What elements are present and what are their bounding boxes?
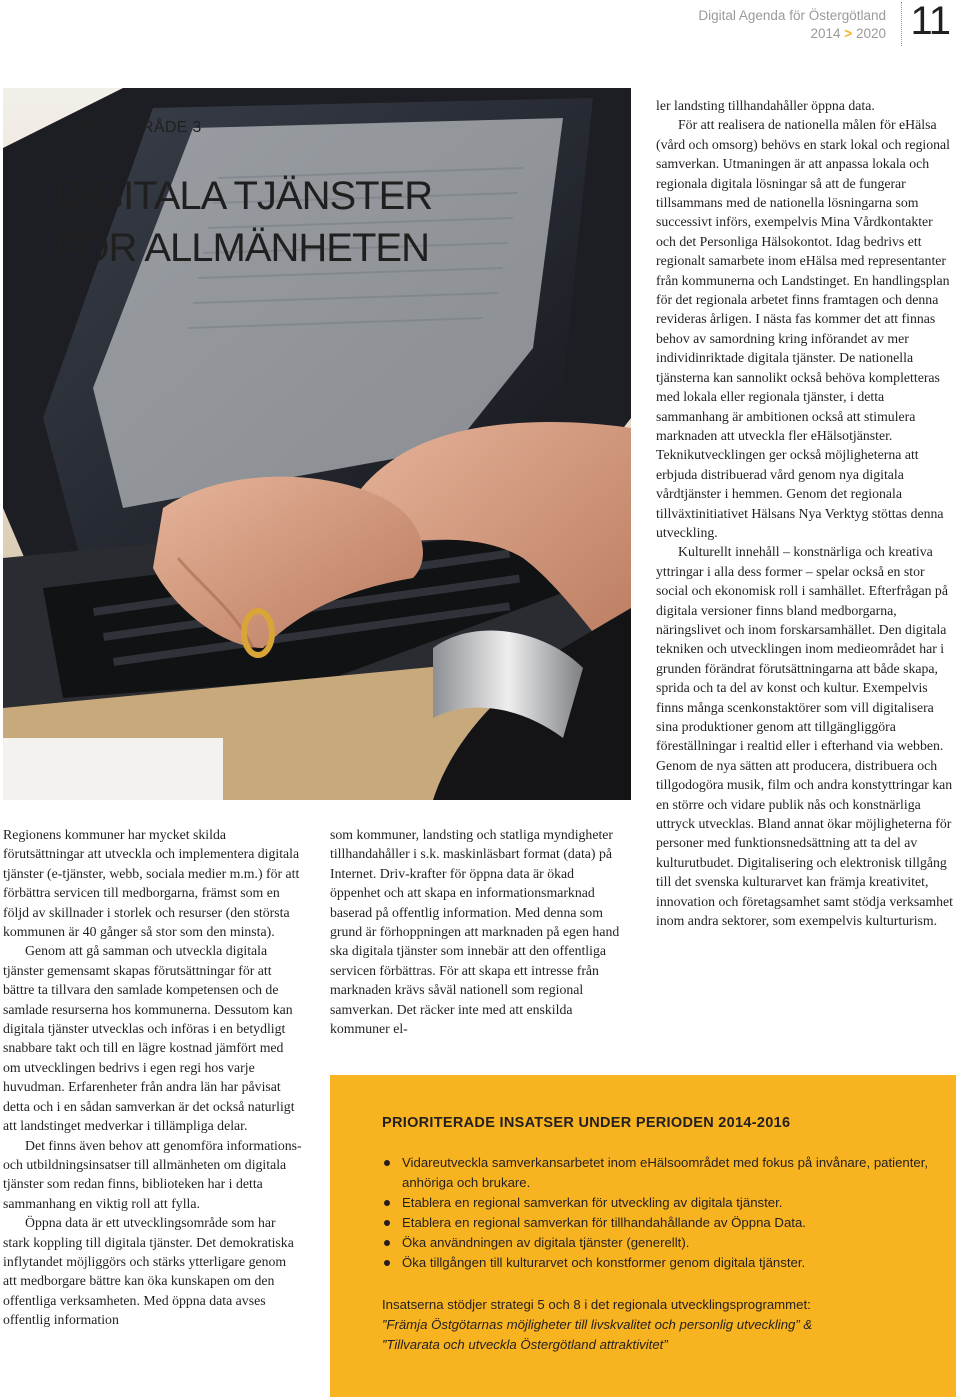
priority-item-text: Öka användningen av digitala tjänster (generellt). — [402, 1235, 690, 1250]
focus-title-line-2: FÖR ALLMÄNHETEN — [55, 225, 429, 270]
paragraph: ler landsting tillhandahåller öppna data. — [656, 98, 875, 113]
priority-item-text: Etablera en regional samverkan för utveckling av digitala tjänster. — [402, 1195, 783, 1210]
paragraph: Det finns även behov att genomföra informations- och utbildningsinsatser till allmänheten om digitala tjänster som redan finns, biblioteken har i detta sammanhang en viktig roll att fylla. — [3, 1137, 302, 1211]
bullet-icon — [384, 1240, 390, 1246]
priority-item — [382, 1153, 932, 1193]
priority-list — [382, 1153, 932, 1273]
priority-item-text: Vidareutveckla samverkansarbetet inom eHälsoområdet med fokus på invånare, patienter, anhöriga och brukare. — [402, 1155, 929, 1190]
priority-note-intro: Insatserna stödjer strategi 5 och 8 i det regionala utvecklingsprogrammet: — [382, 1297, 811, 1312]
focus-area-title — [55, 170, 535, 274]
page-number: 11 — [910, 0, 950, 43]
paragraph: För att realisera de nationella målen för eHälsa (vård och omsorg) behövs en stark lokal och regional samverkan. Utmaningen är att anpassa lokala och regionala digitala lösningar så att de fungerar tillsammans med de nationella lösningarna som successivt införs, exempelvis Mina Vårdkontakter och det Personliga Hälsokontot. Idag bedrivs ett regionalt samarbete inom eHälsa med representanter från kommunerna och Landstinget. En handlingsplan för det regionala arbetet finns framtagen och denna revideras årligen. I nästa fas kommer det att finnas behov av samordning kring införandet av mer individinriktade digitala tjänster. De nationella tjänsterna kan sannolikt också behöva kompletteras med lokala eller regionala tjänster, i detta sammanhang är ambitionen också att stimulera marknaden att utveckla fler eHälsotjänster. Teknikutvecklingen ger också möjligheterna att erbjuda distribuerad vård genom nya digitala vårdtjänster i hemmen. Genom det regionala tillväxtinitiativet Hälsans Nya Verktyg stöttas denna utveckling. — [656, 117, 950, 540]
paragraph: som kommuner, landsting och statliga myndigheter tillhandahåller i s.k. maskinläsbart format (data) på Internet. Driv-krafter för öppna data är ökad öppenhet och att skapa en informationsmarknad baserad på offentlig information. Med denna som grund är förhoppningen att marknaden på egen hand ska digitala tjänster som innebär att den offentliga servicen förbättras. För att skapa ett intresse från marknaden krävs såväl nationell som regional samverkan. Det räcker inte med att enskilda kommuner el- — [330, 827, 620, 1037]
priority-note — [382, 1295, 932, 1355]
text-column-1 — [3, 825, 303, 1330]
priority-item — [382, 1253, 932, 1273]
years-arrow: > — [844, 26, 853, 41]
priority-item — [382, 1193, 932, 1213]
hero-photo — [3, 88, 631, 800]
publication-header — [698, 7, 886, 43]
focus-area-label: FOKUSOMRÅDE 3 — [59, 119, 202, 136]
paragraph: Kulturellt innehåll – konstnärliga och kreativa yttringar i alla dess former – spelar också en stor social och ekonomisk roll i samhället. Efterfrågan på digitala versioner finns bland medborgarna, näringslivet och inom forskarsamhället. Den digitala tekniken och utvecklingen inom medieområdet har i grunden förändrat förutsättningarna att både skapa, sprida och ta del av konst och kultur. Exempelvis finns många scenkonstaktörer som vill digitalisera sina produktioner genom att tillgängliggöra föreställningar i realtid eller i efterhand via webben. Genom de nya sätten att producera, distribuera och tillgodogöra musik, film och andra konstyttringar kan en större och vidare publik nås och konstnärliga uttryck utvecklas. Bland annat ökar möjligheterna för personer med funktionsnedsättning att ta del av kulturutbudet. Digitalisering och elektronisk tillgång till det svenska kulturarvet kan främja kreativitet, innovation och företagsamhet samt stödja verksamhet inom andra sektorer, som exempelvis kulturturism. — [656, 544, 953, 929]
priority-title: PRIORITERADE INSATSER UNDER PERIODEN 2014-2016 — [382, 1115, 791, 1131]
years-start: 2014 — [810, 26, 841, 41]
priority-quote-2: ”Tillvarata och utveckla Östergötland attraktivitet” — [382, 1337, 668, 1352]
paragraph: Genom att gå samman och utveckla digitala tjänster gemensamt skapas förutsättningar för att bättre ta tillvara den samlade kompetensen och de samlade resurserna hos kommunerna. Dessutom kan digitala tjänster utvecklas och införas i en betydligt snabbare takt och till en lägre kostnad jämfört med om utvecklingen bedrivs i egen regi hos varje huvudman. Erfarenheter från andra län har påvisat detta och i en sådan samverkan är det också naturligt att landstinget medverkar i tillämpliga delar. — [3, 943, 295, 1134]
bullet-icon — [384, 1200, 390, 1206]
page-header — [0, 0, 960, 48]
priority-item — [382, 1213, 932, 1233]
paragraph: Regionens kommuner har mycket skilda förutsättningar att utveckla och implementera digitala tjänster (e-tjänster, webb, sociala medier m.m.) för att förbättra servicen till medborgarna, främst som en följd av skillnader i storlek och resurser (den största kommunen är 40 gånger så stor som den minsta). — [3, 827, 300, 940]
bullet-icon — [384, 1260, 390, 1266]
header-divider — [901, 2, 902, 46]
bullet-icon — [384, 1160, 390, 1166]
priority-item-text: Öka tillgången till kulturarvet och konstformer genom digitala tjänster. — [402, 1255, 806, 1270]
years-end: 2020 — [855, 26, 886, 41]
priority-item — [382, 1233, 932, 1253]
text-column-3 — [656, 96, 956, 930]
text-column-2 — [330, 825, 628, 1038]
priority-item-text: Etablera en regional samverkan för tillhandahållande av Öppna Data. — [402, 1215, 806, 1230]
publication-title: Digital Agenda för Östergötland — [698, 8, 886, 23]
bullet-icon — [384, 1220, 390, 1226]
priority-box — [330, 1075, 956, 1397]
focus-title-line-1: DIGITALA TJÄNSTER — [55, 173, 433, 218]
publication-years — [698, 25, 886, 43]
priority-quote-1: ”Främja Östgötarnas möjligheter till livskvalitet och personlig utveckling” & — [382, 1317, 813, 1332]
paragraph: Öppna data är ett utvecklingsområde som har stark koppling till digitala tjänster. Det demokratiska inflytandet möjliggörs och stärks ytterligare genom att medborgare bättre kan öka kunskapen om den offentliga verksamheten. Med öppna data avses offentlig information — [3, 1215, 294, 1328]
